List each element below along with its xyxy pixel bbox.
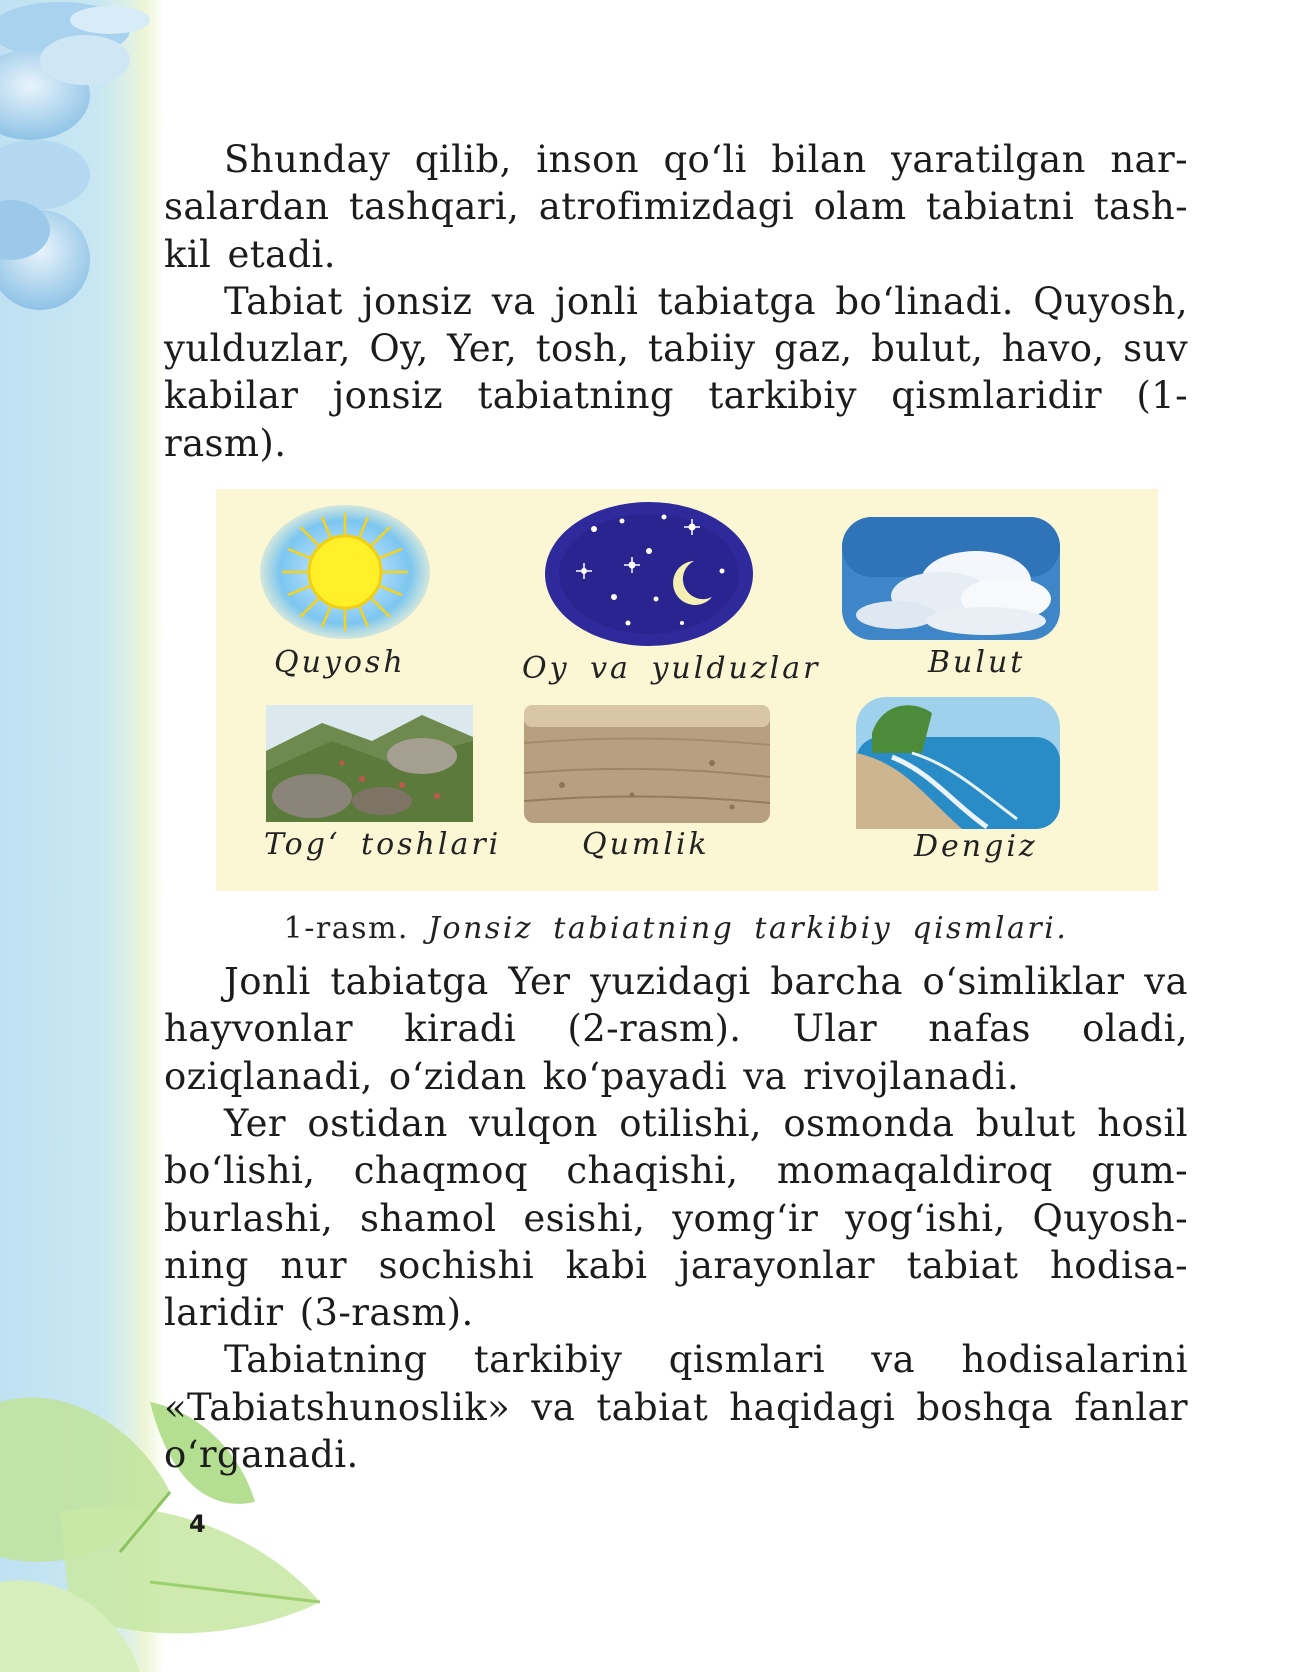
figure-label-tog-toshlari: Tog‘ toshlari	[264, 827, 502, 863]
mountain-rocks-icon	[262, 701, 477, 826]
decorative-clouds-icon	[0, 0, 170, 360]
figure-label-quyosh: Quyosh	[274, 645, 406, 681]
figure-label-oy-va-yulduzlar: Oy va yulduzlar	[522, 651, 821, 687]
paragraph-1: Shunday qilib, inson qo‘li bilan yaratilgan nar-salardan tashqari, atrofimizdagi olam tabiatni tash-kil etadi.	[164, 138, 1188, 276]
paragraph-2: Tabiat jonsiz va jonli tabiatga bo‘linadi. Quyosh, yulduzlar, Oy, Yer, tosh, tabiiy gaz, bulut, havo, suv kabilar jonsiz tabiatning tarkibiy qismlaridir (1-rasm).	[164, 279, 1188, 465]
figure-caption-text: Jonsiz tabiatning tarkibiy qismlari.	[428, 911, 1069, 947]
figure-label-dengiz: Dengiz	[914, 829, 1038, 865]
figure-1	[216, 489, 1158, 891]
figure-label-qumlik: Qumlik	[582, 827, 710, 863]
paragraph-5: Tabiatning tarkibiy qismlari va hodisalarini «Tabiatshunoslik» va tabiat haqidagi boshqa fanlar o‘rganadi.	[164, 1338, 1188, 1477]
figure-label-bulut: Bulut	[928, 645, 1026, 681]
paragraph-3: Jonli tabiatga Yer yuzidagi barcha o‘simliklar va hayvonlar kiradi (2-rasm). Ular nafas oladi, oziqlanadi, o‘zidan ko‘payadi va rivojlanadi.	[164, 960, 1188, 1098]
page-content	[164, 136, 1188, 1478]
figure-caption-number: 1-rasm.	[283, 911, 409, 947]
moon-stars-icon	[544, 499, 754, 649]
figure-caption	[164, 911, 1188, 946]
cloud-icon	[836, 511, 1066, 646]
paragraph-4: Yer ostidan vulqon otilishi, osmonda bulut hosil bo‘lishi, chaqmoq chaqishi, momaqaldiroq gum-burlashi, shamol esishi, yomg‘ir yog‘ishi, Quyosh-ning nur sochishi kabi jarayonlar tabiat hodisa-laridir (3-rasm).	[164, 1101, 1188, 1335]
sand-desert-icon	[522, 703, 772, 825]
page-number: 4	[189, 1510, 206, 1538]
sea-icon	[852, 693, 1064, 833]
sun-icon	[260, 505, 430, 640]
